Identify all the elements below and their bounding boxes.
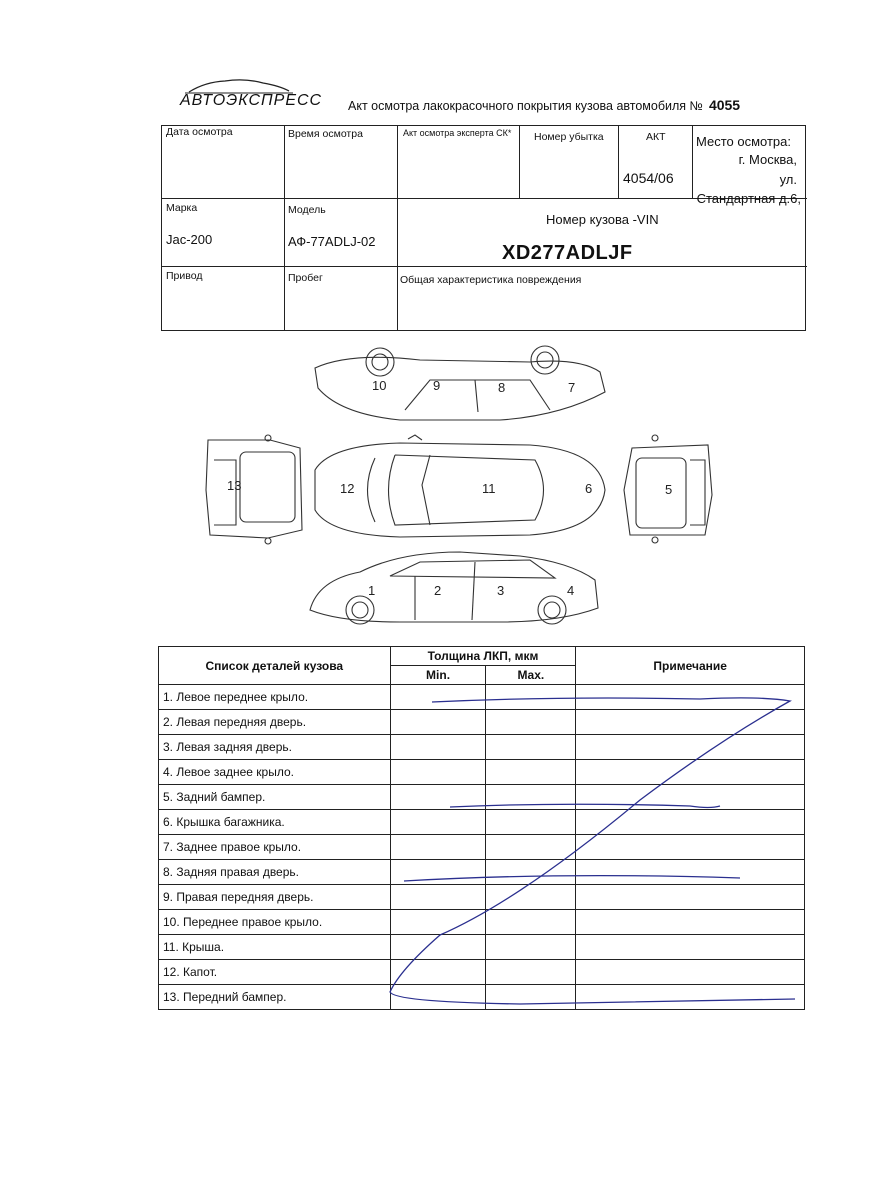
loss-number-label: Номер убытка [534, 131, 604, 143]
zone-label-11: 11 [482, 481, 496, 496]
min-cell [390, 685, 486, 710]
note-cell [576, 935, 805, 960]
mileage-label: Пробег [288, 272, 323, 284]
model-value: АФ-77ADLJ-02 [288, 234, 376, 249]
zone-label-4: 4 [567, 583, 575, 598]
model-label: Модель [288, 204, 326, 216]
part-name-cell: 3. Левая задняя дверь. [159, 735, 391, 760]
part-name-cell: 1. Левое переднее крыло. [159, 685, 391, 710]
parts-table [158, 646, 805, 1010]
min-cell [390, 935, 486, 960]
min-cell [390, 835, 486, 860]
zone-label-7: 7 [568, 380, 576, 395]
table-row [159, 885, 805, 910]
table-row [159, 935, 805, 960]
act-label: АКТ [646, 131, 666, 143]
part-name-cell: 10. Переднее правое крыло. [159, 910, 391, 935]
note-cell [576, 985, 805, 1010]
max-cell [486, 960, 576, 985]
zone-label-3: 3 [497, 583, 505, 598]
parts-column-header: Список деталей кузова [159, 647, 391, 685]
note-cell [576, 885, 805, 910]
part-name-cell: 8. Задняя правая дверь. [159, 860, 391, 885]
part-name-cell: 4. Левое заднее крыло. [159, 760, 391, 785]
note-cell [576, 910, 805, 935]
act-value: 4054/06 [623, 170, 674, 186]
place-label: Место осмотра: [696, 134, 791, 149]
header-table [161, 125, 806, 331]
min-column-header: Min. [390, 666, 486, 685]
table-row [159, 785, 805, 810]
table-row [159, 835, 805, 860]
max-cell [486, 935, 576, 960]
max-cell [486, 760, 576, 785]
min-cell [390, 785, 486, 810]
part-name-cell: 6. Крышка багажника. [159, 810, 391, 835]
min-cell [390, 910, 486, 935]
max-cell [486, 785, 576, 810]
document-number: 4055 [708, 97, 741, 113]
zone-label-5: 5 [665, 482, 673, 497]
max-cell [486, 810, 576, 835]
table-row [159, 760, 805, 785]
min-cell [390, 735, 486, 760]
table-row [159, 860, 805, 885]
table-row [159, 810, 805, 835]
max-cell [486, 910, 576, 935]
min-cell [390, 960, 486, 985]
note-column-header: Примечание [576, 647, 805, 685]
zone-label-6: 6 [585, 481, 593, 496]
date-label: Дата осмотра [166, 126, 233, 138]
max-cell [486, 685, 576, 710]
zone-label-9: 9 [433, 378, 441, 393]
max-cell [486, 735, 576, 760]
thickness-column-header: Толщина ЛКП, мкм [390, 647, 576, 666]
note-cell [576, 810, 805, 835]
note-cell [576, 710, 805, 735]
table-row [159, 960, 805, 985]
company-logo [180, 74, 323, 114]
note-cell [576, 760, 805, 785]
table-row [159, 710, 805, 735]
place-line-1: г. Москва, [738, 152, 797, 167]
min-cell [390, 760, 486, 785]
table-row [159, 985, 805, 1010]
min-cell [390, 885, 486, 910]
drive-label: Привод [166, 270, 203, 282]
note-cell [576, 735, 805, 760]
time-label: Время осмотра [288, 128, 363, 140]
zone-label-12: 12 [340, 481, 355, 496]
max-cell [486, 985, 576, 1010]
part-name-cell: 2. Левая передняя дверь. [159, 710, 391, 735]
max-cell [486, 860, 576, 885]
vin-value: XD277ADLJF [502, 242, 633, 264]
part-name-cell: 9. Правая передняя дверь. [159, 885, 391, 910]
note-cell [576, 835, 805, 860]
table-row [159, 685, 805, 710]
zone-label-8: 8 [498, 380, 506, 395]
car-right-side-view [315, 346, 605, 420]
zone-label-2: 2 [434, 583, 442, 598]
damage-label: Общая характеристика повреждения [400, 274, 582, 286]
part-name-cell: 5. Задний бампер. [159, 785, 391, 810]
document-title [348, 97, 740, 113]
max-cell [486, 835, 576, 860]
part-name-cell: 11. Крыша. [159, 935, 391, 960]
place-line-3: Стандартная д.6, [696, 191, 801, 206]
min-cell [390, 985, 486, 1010]
zone-label-10: 10 [372, 378, 387, 393]
note-cell [576, 960, 805, 985]
part-name-cell: 7. Заднее правое крыло. [159, 835, 391, 860]
vin-label: Номер кузова -VIN [546, 212, 659, 227]
min-cell [390, 860, 486, 885]
car-front-view [206, 435, 302, 544]
zone-label-13: 13 [227, 478, 242, 493]
place-line-2: ул. [779, 172, 797, 187]
car-left-side-view [310, 552, 598, 624]
max-cell [486, 885, 576, 910]
zone-label-1: 1 [368, 583, 376, 598]
brand-value: Jac-200 [166, 232, 213, 247]
min-cell [390, 810, 486, 835]
part-name-cell: 13. Передний бампер. [159, 985, 391, 1010]
note-cell [576, 685, 805, 710]
logo-text: АВТОЭКСПРЕСС [180, 92, 323, 109]
max-cell [486, 710, 576, 735]
table-row [159, 735, 805, 760]
note-cell [576, 785, 805, 810]
part-name-cell: 12. Капот. [159, 960, 391, 985]
car-body-diagram [200, 340, 720, 640]
max-column-header: Max. [486, 666, 576, 685]
expert-label: Акт осмотра эксперта СК* [403, 128, 512, 138]
min-cell [390, 710, 486, 735]
table-row [159, 910, 805, 935]
car-top-view [315, 435, 605, 537]
title-text: Акт осмотра лакокрасочного покрытия кузова автомобиля № [348, 99, 703, 113]
brand-label: Марка [166, 202, 198, 214]
note-cell [576, 860, 805, 885]
